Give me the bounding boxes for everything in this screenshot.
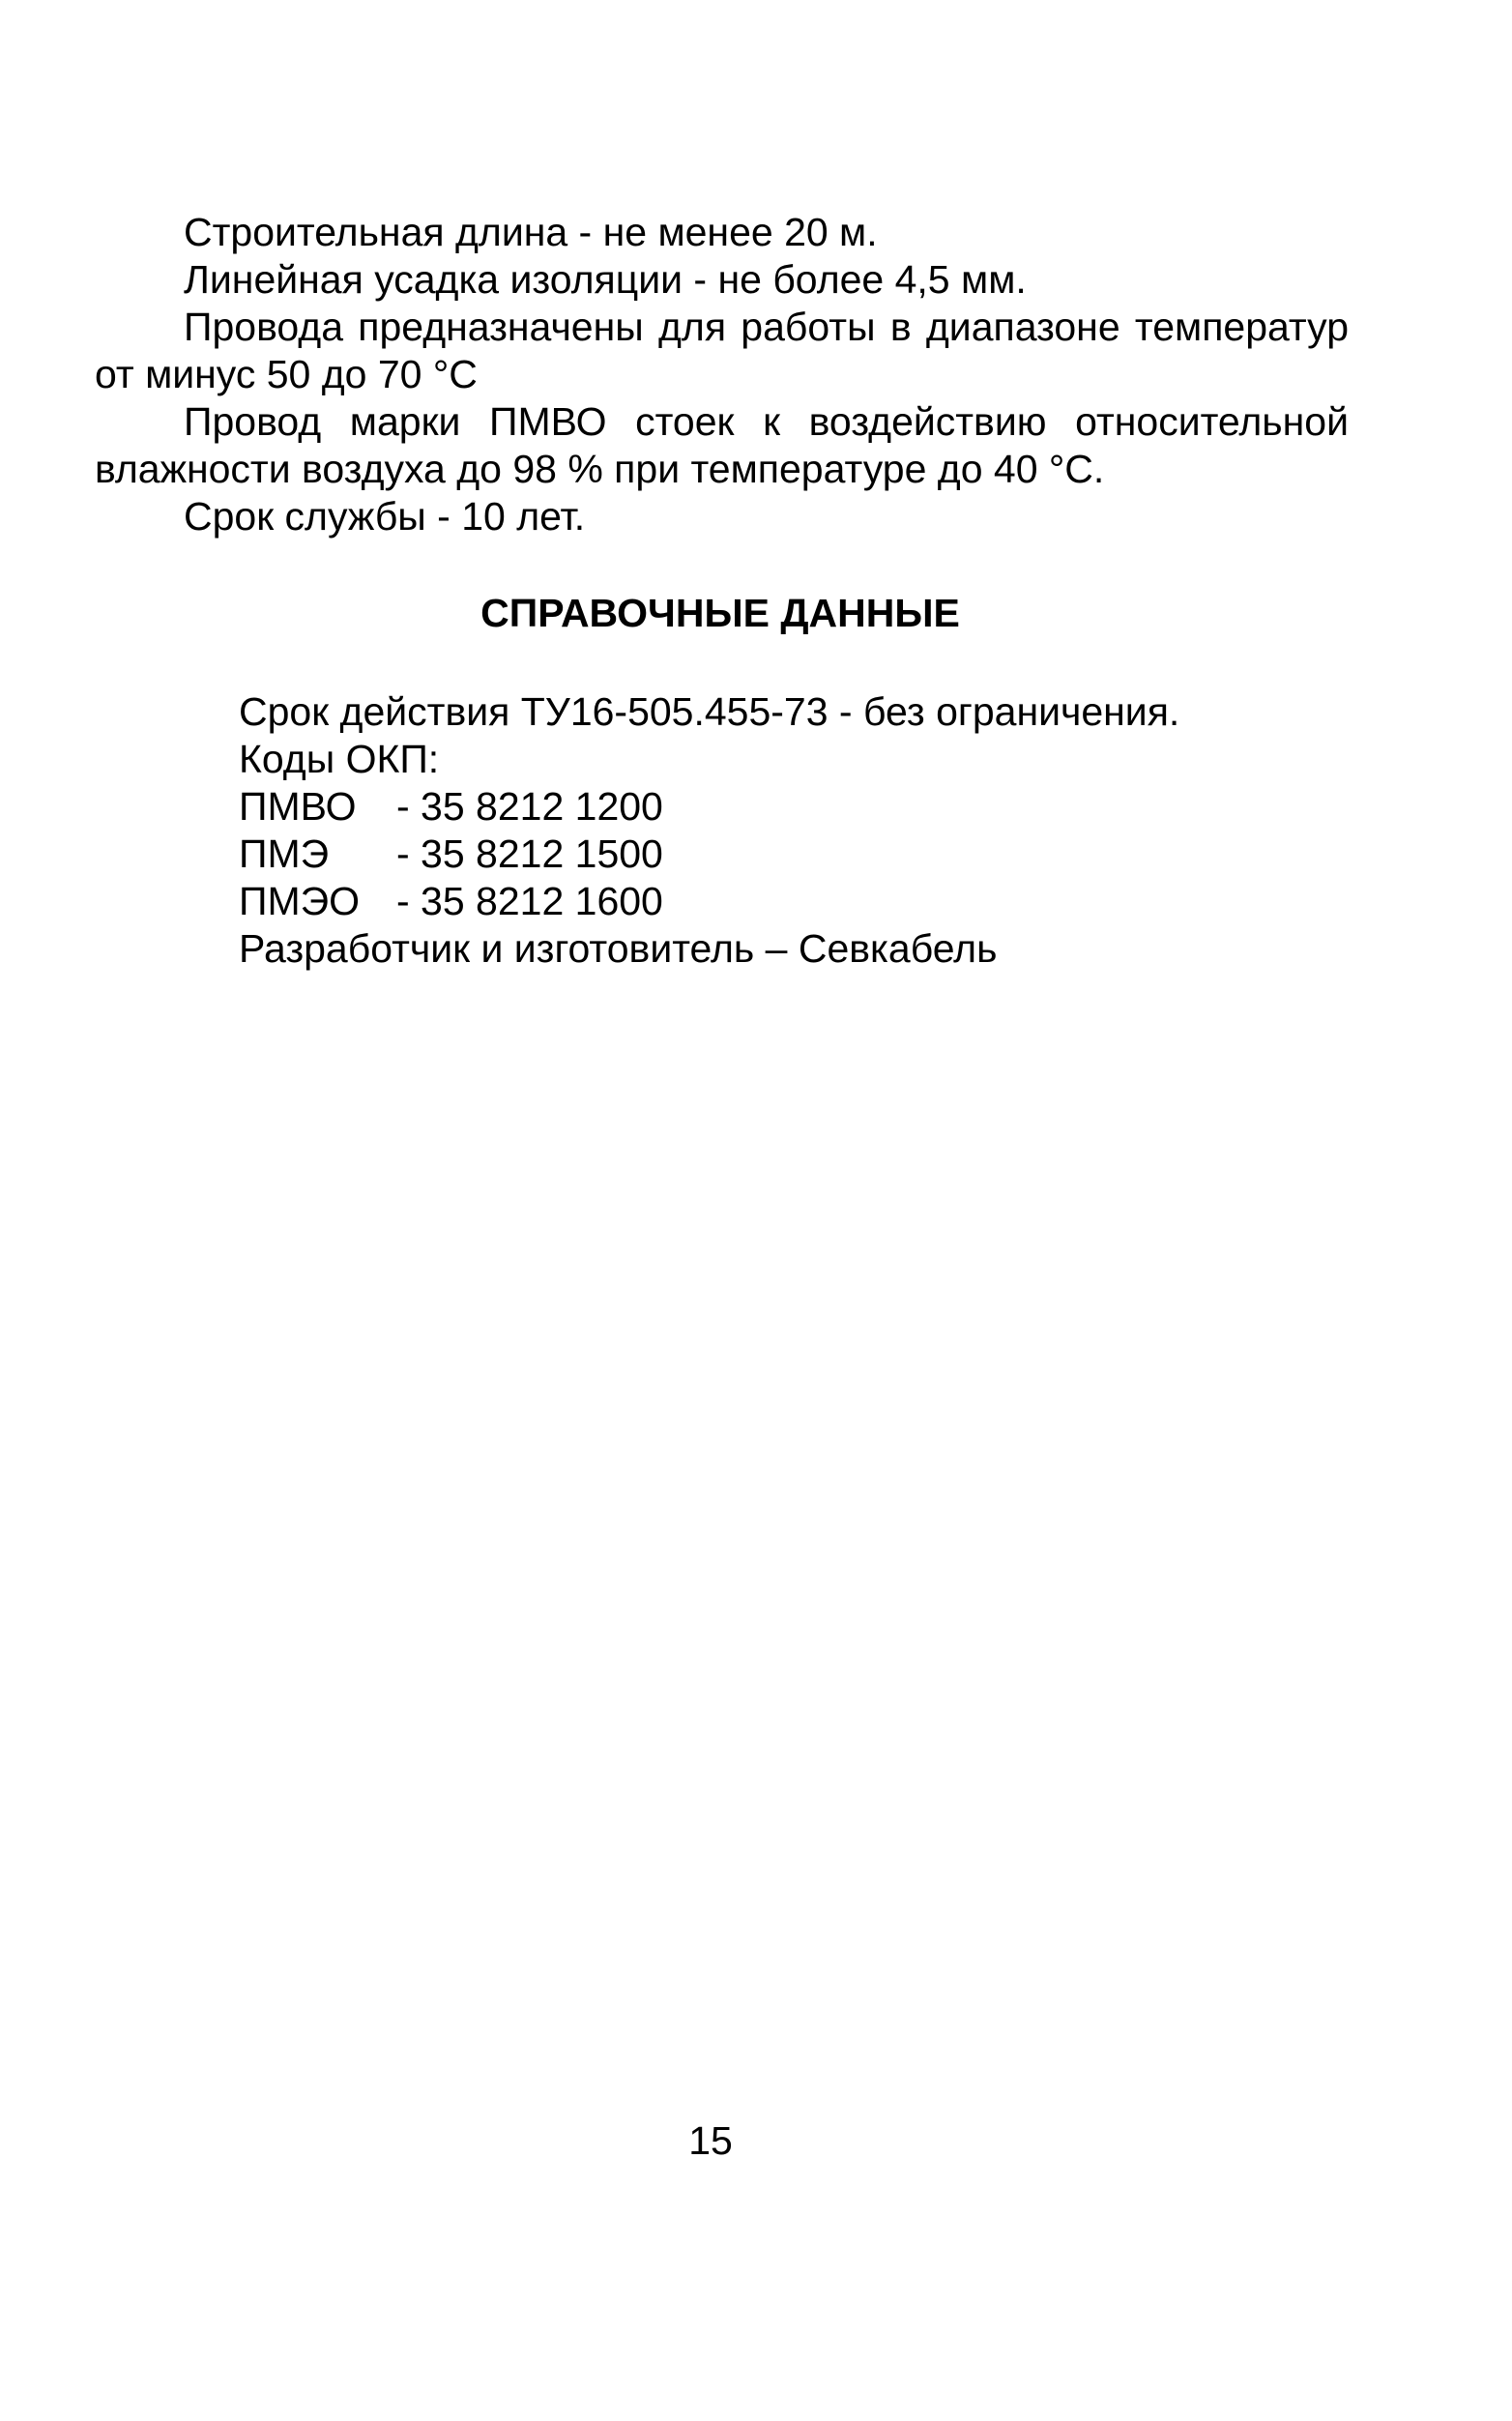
paragraph-construction-length: Строительная длина - не менее 20 м. — [184, 210, 878, 254]
code-name: ПМВО — [239, 784, 357, 829]
developer-line: Разработчик и изготовитель – Севкабель — [239, 926, 998, 971]
code-name: ПМЭО — [239, 879, 360, 923]
page-number: 15 — [688, 2118, 733, 2163]
paragraph-humidity-resistance: Провод марки ПМВО стоек к воздействию относительной влажности воздуха до 98 % при температуре до 40 °С. — [95, 399, 1349, 491]
code-row — [239, 878, 1351, 925]
code-row — [239, 831, 1351, 878]
paragraph-linear-shrinkage: Линейная усадка изоляции - не более 4,5 мм. — [184, 257, 1027, 302]
validity-line: Срок действия ТУ16-505.455-73 - без ограничения. — [239, 689, 1180, 734]
codes-label: Коды ОКП: — [239, 737, 440, 781]
paragraph-temperature-range: Провода предназначены для работы в диапазоне температур от минус 50 до 70 °С — [95, 305, 1349, 396]
main-text — [95, 209, 1349, 540]
code-row — [239, 783, 1351, 831]
code-value: - 35 8212 1500 — [396, 831, 663, 876]
code-name: ПМЭ — [239, 831, 330, 876]
code-value: - 35 8212 1200 — [396, 784, 663, 829]
section-title: СПРАВОЧНЫЕ ДАННЫЕ — [480, 591, 960, 635]
reference-data — [239, 688, 1351, 973]
code-value: - 35 8212 1600 — [396, 879, 663, 923]
paragraph-service-life: Срок службы - 10 лет. — [184, 494, 586, 539]
